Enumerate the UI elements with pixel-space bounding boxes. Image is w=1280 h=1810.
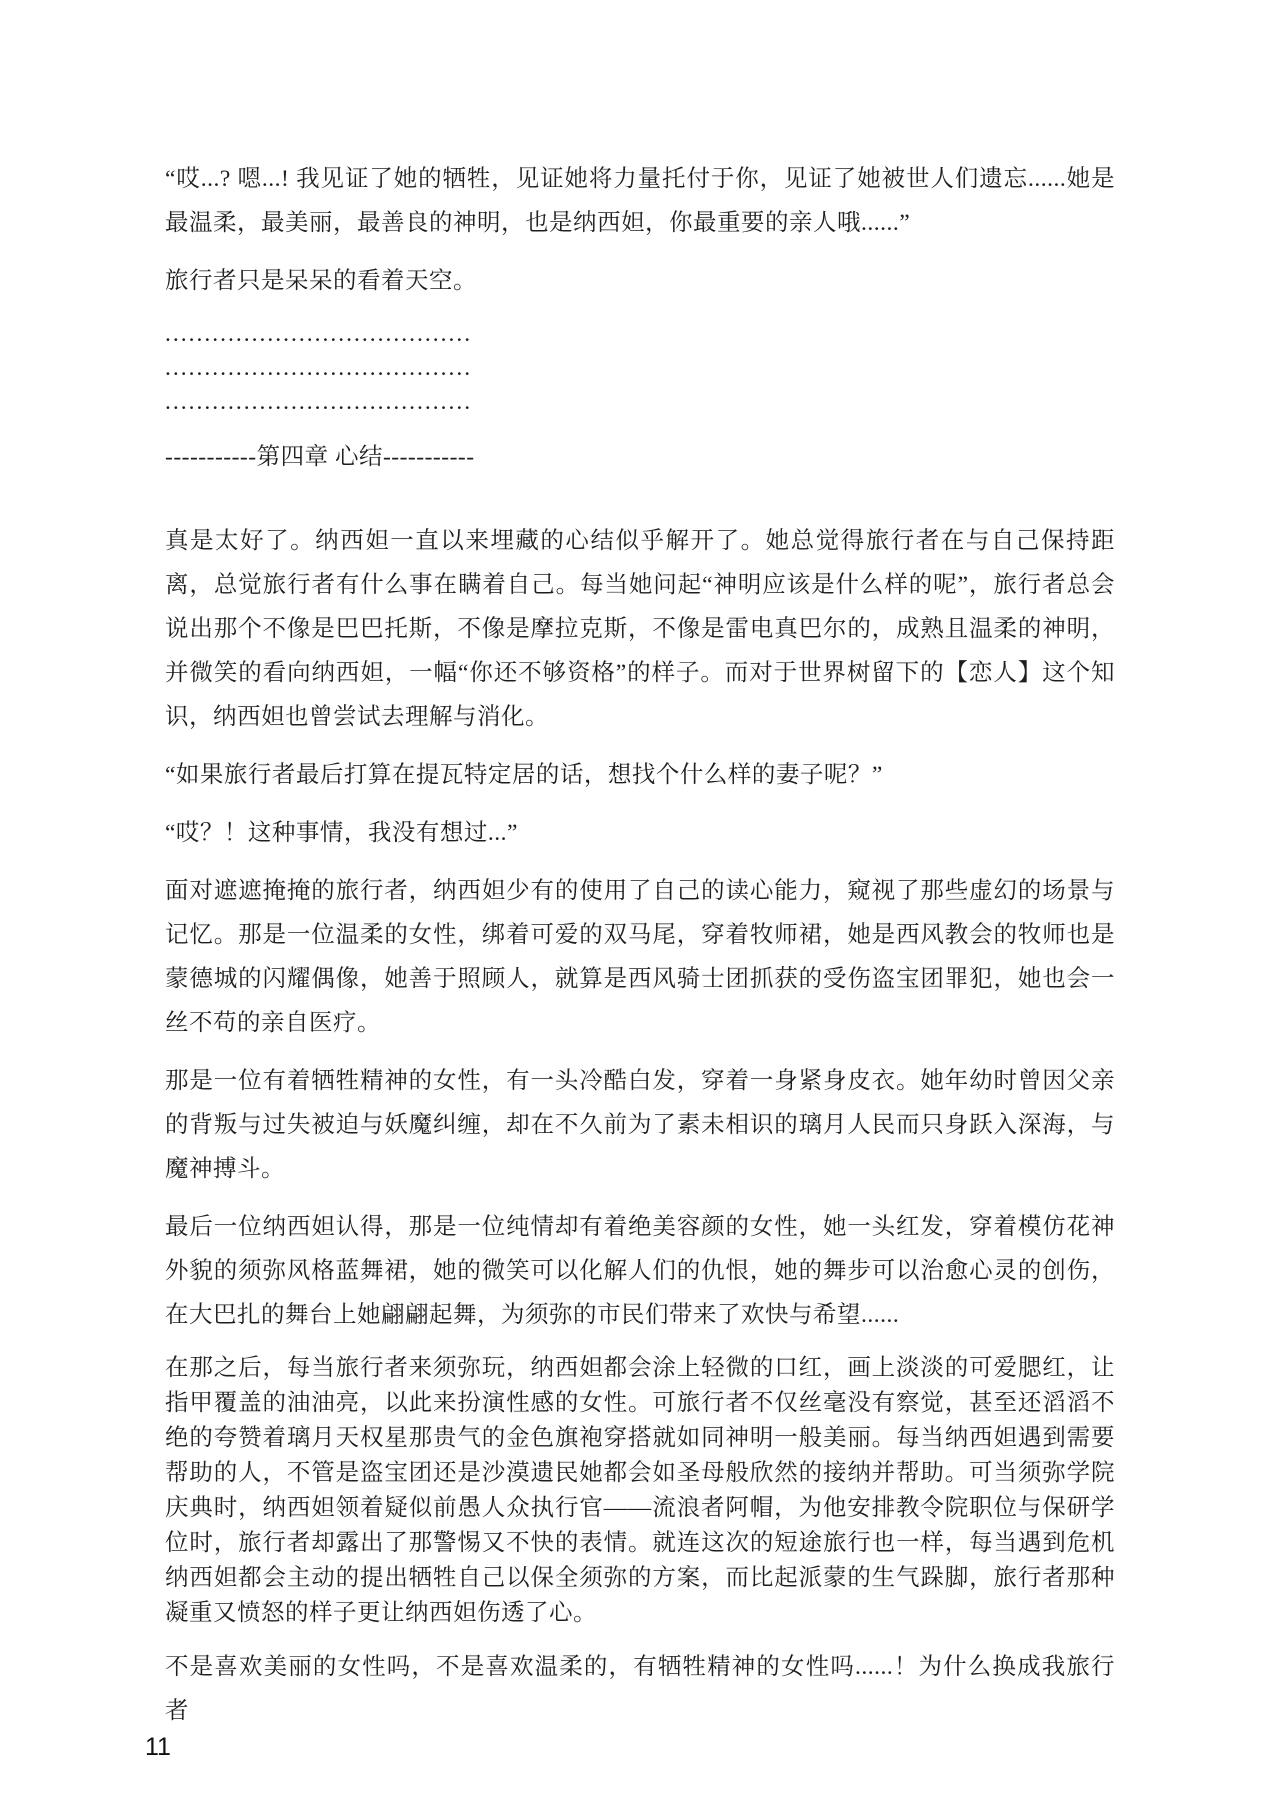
paragraph-narration: 不是喜欢美丽的女性吗，不是喜欢温柔的，有牺牲精神的女性吗......！为什么换成我旅行者 bbox=[165, 1654, 1115, 1724]
chapter-heading: -----------第四章 心结----------- bbox=[165, 444, 475, 470]
paragraph-dialogue: “哎...? 嗯...! 我见证了她的牺牲，见证她将力量托付于你，见证了她被世人们遗忘......她是最温柔，最美丽，最善良的神明，也是纳西妲，你最重要的亲人哦......” bbox=[165, 166, 1115, 236]
dots-line: ....................................... bbox=[165, 389, 473, 415]
paragraph-narration: 旅行者只是呆呆的看着天空。 bbox=[165, 268, 477, 294]
text-content bbox=[165, 157, 1115, 1747]
paragraph-narration: 真是太好了。纳西妲一直以来埋藏的心结似乎解开了。她总觉得旅行者在与自己保持距离，总觉旅行者有什么事在瞒着自己。每当她问起“神明应该是什么样的呢”，旅行者总会说出那个不像是巴巴托斯，不像是摩拉克斯，不像是雷电真巴尔的，成熟且温柔的神明，并微笑的看向纳西妲，一幅“你还不够资格”的样子。而对于世界树留下的【恋人】这个知识，纳西妲也曾尝试去理解与消化。 bbox=[165, 528, 1115, 730]
dots-line: ....................................... bbox=[165, 355, 473, 381]
paragraph-dialogue: “如果旅行者最后打算在提瓦特定居的话，想找个什么样的妻子呢？” bbox=[165, 762, 883, 788]
paragraph-narration: 面对遮遮掩掩的旅行者，纳西妲少有的使用了自己的读心能力，窥视了那些虚幻的场景与记忆。那是一位温柔的女性，绑着可爱的双马尾，穿着牧师裙，她是西风教会的牧师也是蒙德城的闪耀偶像，她善于照顾人，就算是西风骑士团抓获的受伤盗宝团罪犯，她也会一丝不苟的亲自医疗。 bbox=[165, 878, 1115, 1036]
paragraph-narration: 在那之后，每当旅行者来须弥玩，纳西妲都会涂上轻微的口红，画上淡淡的可爱腮红，让指甲覆盖的油油亮，以此来扮演性感的女性。可旅行者不仅丝毫没有察觉，甚至还滔滔不绝的夸赞着璃月天权星那贵气的金色旗袍穿搭就如同神明一般美丽。每当纳西妲遇到需要帮助的人，不管是盗宝团还是沙漠遗民她都会如圣母般欣然的接纳并帮助。可当须弥学院庆典时，纳西妲领着疑似前愚人众执行官——流浪者阿帽，为他安排教令院职位与保研学位时，旅行者却露出了那警惕又不快的表情。就连这次的短途旅行也一样，每当遇到危机纳西妲都会主动的提出牺牲自己以保全须弥的方案，而比起派蒙的生气跺脚，旅行者那种凝重又愤怒的样子更让纳西妲伤透了心。 bbox=[165, 1355, 1115, 1626]
paragraph-narration: 那是一位有着牺牲精神的女性，有一头冷酷白发，穿着一身紧身皮衣。她年幼时曾因父亲的背叛与过失被迫与妖魔纠缠，却在不久前为了素未相识的璃月人民而只身跃入深海，与魔神搏斗。 bbox=[165, 1068, 1115, 1182]
page-number: 11 bbox=[145, 1733, 171, 1761]
paragraph-dialogue: “哎？！这种事情，我没有想过...” bbox=[165, 820, 518, 846]
dots-line: ....................................... bbox=[165, 321, 473, 347]
paragraph-narration: 最后一位纳西妲认得，那是一位纯情却有着绝美容颜的女性，她一头红发，穿着模仿花神外貌的须弥风格蓝舞裙，她的微笑可以化解人们的仇恨，她的舞步可以治愈心灵的创伤，在大巴扎的舞台上她翩翩起舞，为须弥的市民们带来了欢快与希望...... bbox=[165, 1214, 1115, 1328]
